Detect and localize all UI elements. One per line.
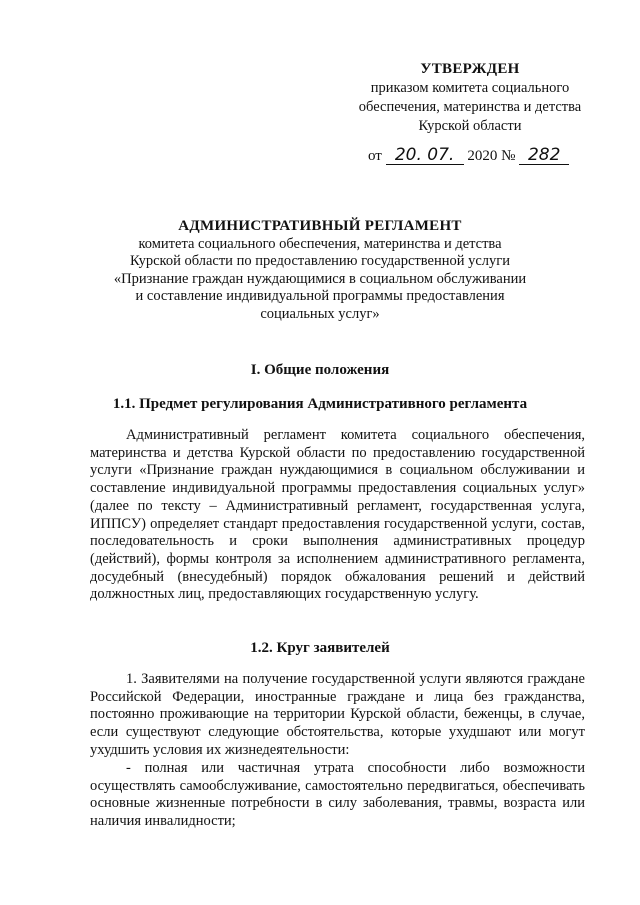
handwritten-date: 20. 07. bbox=[386, 146, 464, 165]
paragraph-applicants bbox=[90, 671, 585, 760]
paragraph-text: 1. Заявителями на получение государственной услуги являются граждане Российской Федерации, иностранные граждане и лица без гражданства, постоянно проживающие на территории Курской области, беженцы, в случае, если существуют следующие обстоятельства, которые ухудшают или могут ухудшить условия их жизнедеятельности: bbox=[90, 671, 585, 758]
document-title bbox=[80, 218, 560, 323]
date-prefix: от bbox=[368, 148, 382, 164]
title-line: «Признание граждан нуждающимися в социальном обслуживании bbox=[113, 270, 527, 287]
section-heading-subject: 1.1. Предмет регулирования Административного регламента bbox=[112, 396, 528, 412]
approval-heading: УТВЕРЖДЕН bbox=[420, 61, 520, 77]
paragraph-text: - полная или частичная утрата способности либо возможности осуществлять самообслуживание, самостоятельно передвигаться, обеспечивать основные жизненные потребности в силу заболевания, травмы, возраста или наличия инвалидности; bbox=[90, 760, 585, 830]
order-date-line bbox=[368, 146, 569, 165]
title-main: АДМИНИСТРАТИВНЫЙ РЕГЛАМЕНТ bbox=[178, 218, 462, 234]
approval-line: Курской области bbox=[418, 118, 522, 134]
approval-line: приказом комитета социального bbox=[370, 80, 570, 96]
title-line: Курской области по предоставлению государственной услуги bbox=[130, 253, 510, 269]
title-line: и составление индивидуальной программы предоставления bbox=[135, 288, 505, 304]
section-heading-general: I. Общие положения bbox=[250, 362, 390, 378]
approval-block bbox=[340, 60, 600, 136]
year-number-label: 2020 № bbox=[467, 148, 516, 164]
title-line: социальных услуг» bbox=[260, 305, 380, 322]
paragraph-text: Административный регламент комитета социального обеспечения, материнства и детства Курской области по предоставлению государственной услуги «Признание граждан нуждающимися в социальном обслуживании и составление индивидуальной программы предоставления социальных услуг» (далее по тексту – Административный регламент, государственная услуга, ИППСУ) определяет стандарт предоставления государственной услуги, состав, последовательность и сроки выполнения административных процедур (действий), формы контроля за исполнением административного регламента, досудебный (внесудебный) порядок обжалования решений и действий должностных лиц, предоставляющих государственную услугу. bbox=[90, 427, 585, 603]
section-heading-applicants: 1.2. Круг заявителей bbox=[250, 640, 390, 656]
handwritten-order-number: 282 bbox=[519, 146, 569, 165]
approval-line: обеспечения, материнства и детства bbox=[358, 99, 582, 115]
paragraph-subject bbox=[90, 427, 585, 604]
title-line: комитета социального обеспечения, материнства и детства bbox=[138, 235, 502, 252]
paragraph-condition bbox=[90, 760, 585, 831]
